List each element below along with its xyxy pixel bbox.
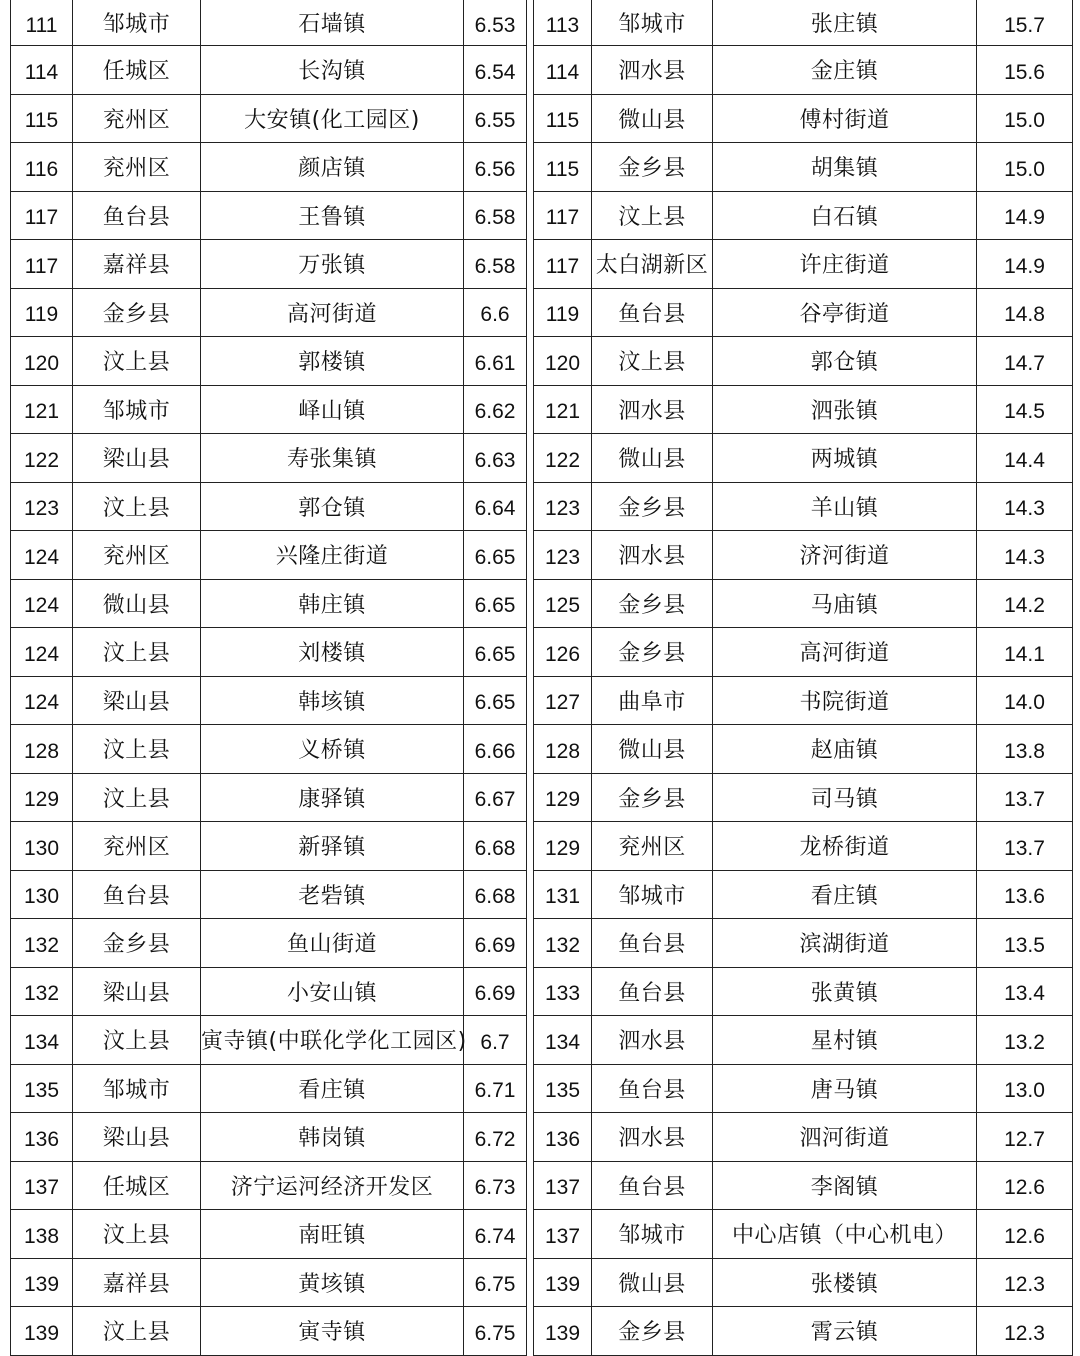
value-cell: 14.7 [977,337,1073,386]
value-cell: 6.75 [464,1258,527,1307]
town-cell: 韩岗镇 [201,1113,464,1162]
rank-cell: 122 [11,434,73,483]
county-cell: 金乡县 [73,919,201,968]
county-cell: 汶上县 [73,773,201,822]
value-cell: 12.6 [977,1210,1073,1259]
value-cell: 12.6 [977,1161,1073,1210]
county-cell: 汶上县 [73,482,201,531]
value-cell: 6.62 [464,385,527,434]
table-row [11,676,527,725]
table-row [11,1258,527,1307]
town-cell: 峄山镇 [201,385,464,434]
county-cell: 金乡县 [592,773,713,822]
town-cell: 泗张镇 [713,385,977,434]
table-row [534,337,1073,386]
table-row [534,1161,1073,1210]
county-cell: 金乡县 [592,1307,713,1356]
rank-cell: 124 [11,628,73,677]
rank-cell: 130 [11,822,73,871]
rank-cell: 134 [11,1016,73,1065]
table-row [11,1113,527,1162]
rank-cell: 126 [534,628,592,677]
town-cell: 张黄镇 [713,967,977,1016]
value-cell: 13.2 [977,1016,1073,1065]
table-row [11,628,527,677]
table-row [534,1016,1073,1065]
county-cell: 鱼台县 [592,1161,713,1210]
town-cell: 许庄街道 [713,240,977,289]
town-cell: 高河街道 [713,628,977,677]
table-row [11,1210,527,1259]
table-row [534,0,1073,46]
rank-cell: 125 [534,579,592,628]
town-cell: 傅村街道 [713,94,977,143]
county-cell: 兖州区 [592,822,713,871]
town-cell: 韩垓镇 [201,676,464,725]
county-cell: 梁山县 [73,434,201,483]
rank-cell: 138 [11,1210,73,1259]
town-cell: 唐马镇 [713,1064,977,1113]
rank-cell: 139 [11,1258,73,1307]
table-row [534,1064,1073,1113]
county-cell: 微山县 [592,725,713,774]
county-cell: 汶上县 [592,191,713,240]
table-row [534,579,1073,628]
table-row [534,822,1073,871]
right-table-body [534,0,1073,1355]
table-row [11,143,527,192]
town-cell: 羊山镇 [713,482,977,531]
value-cell: 14.1 [977,628,1073,677]
rank-cell: 124 [11,531,73,580]
table-row [534,870,1073,919]
value-cell: 6.53 [464,0,527,46]
town-cell: 霄云镇 [713,1307,977,1356]
value-cell: 6.65 [464,676,527,725]
county-cell: 汶上县 [73,337,201,386]
county-cell: 鱼台县 [592,967,713,1016]
rank-cell: 137 [11,1161,73,1210]
rank-cell: 133 [534,967,592,1016]
value-cell: 6.64 [464,482,527,531]
county-cell: 邹城市 [73,1064,201,1113]
county-cell: 邹城市 [592,0,713,46]
left-table-body [11,0,527,1355]
county-cell: 金乡县 [592,628,713,677]
table-row [534,288,1073,337]
rank-cell: 113 [534,0,592,46]
town-cell: 星村镇 [713,1016,977,1065]
rank-cell: 115 [534,94,592,143]
table-row [534,1113,1073,1162]
rank-cell: 116 [11,143,73,192]
rank-cell: 132 [11,967,73,1016]
county-cell: 梁山县 [73,967,201,1016]
value-cell: 6.58 [464,240,527,289]
rank-cell: 117 [534,240,592,289]
value-cell: 6.75 [464,1307,527,1356]
value-cell: 6.66 [464,725,527,774]
county-cell: 兖州区 [73,143,201,192]
county-cell: 泗水县 [592,1113,713,1162]
county-cell: 汶上县 [73,1016,201,1065]
rank-cell: 131 [534,870,592,919]
county-cell: 汶上县 [73,1210,201,1259]
town-cell: 黄垓镇 [201,1258,464,1307]
county-cell: 曲阜市 [592,676,713,725]
town-cell: 济宁运河经济开发区 [201,1161,464,1210]
rank-cell: 132 [534,919,592,968]
table-row [11,725,527,774]
town-cell: 万张镇 [201,240,464,289]
town-cell: 石墙镇 [201,0,464,46]
table-row [11,531,527,580]
town-cell: 赵庙镇 [713,725,977,774]
rank-cell: 128 [11,725,73,774]
rank-cell: 111 [11,0,73,46]
value-cell: 15.6 [977,46,1073,95]
rank-cell: 122 [534,434,592,483]
table-row [11,773,527,822]
value-cell: 6.55 [464,94,527,143]
value-cell: 14.0 [977,676,1073,725]
value-cell: 6.6 [464,288,527,337]
value-cell: 6.69 [464,919,527,968]
value-cell: 15.7 [977,0,1073,46]
rank-cell: 137 [534,1161,592,1210]
county-cell: 金乡县 [592,143,713,192]
rank-cell: 129 [534,822,592,871]
rank-cell: 115 [11,94,73,143]
rank-cell: 132 [11,919,73,968]
town-cell: 郭楼镇 [201,337,464,386]
town-cell: 颜店镇 [201,143,464,192]
table-row [534,1307,1073,1356]
table-row [11,1161,527,1210]
county-cell: 泗水县 [592,385,713,434]
rank-cell: 129 [534,773,592,822]
value-cell: 14.9 [977,240,1073,289]
county-cell: 汶上县 [592,337,713,386]
town-cell: 谷亭街道 [713,288,977,337]
table-row [11,94,527,143]
value-cell: 14.5 [977,385,1073,434]
town-cell: 郭仓镇 [713,337,977,386]
rank-cell: 139 [11,1307,73,1356]
table-row [11,1064,527,1113]
table-row [534,385,1073,434]
table-row [11,822,527,871]
county-cell: 金乡县 [73,288,201,337]
rank-cell: 137 [534,1210,592,1259]
table-row [11,919,527,968]
value-cell: 6.58 [464,191,527,240]
value-cell: 6.63 [464,434,527,483]
town-cell: 张楼镇 [713,1258,977,1307]
value-cell: 6.68 [464,822,527,871]
town-cell: 胡集镇 [713,143,977,192]
value-cell: 14.3 [977,531,1073,580]
county-cell: 泗水县 [592,531,713,580]
value-cell: 13.7 [977,773,1073,822]
table-row [11,46,527,95]
rank-cell: 117 [11,240,73,289]
county-cell: 微山县 [592,1258,713,1307]
rank-cell: 119 [11,288,73,337]
rank-cell: 120 [534,337,592,386]
town-cell: 看庄镇 [201,1064,464,1113]
table-row [11,434,527,483]
table-row [11,240,527,289]
value-cell: 6.74 [464,1210,527,1259]
table-row [534,240,1073,289]
county-cell: 汶上县 [73,725,201,774]
county-cell: 任城区 [73,1161,201,1210]
county-cell: 太白湖新区 [592,240,713,289]
value-cell: 6.7 [464,1016,527,1065]
rank-cell: 136 [11,1113,73,1162]
county-cell: 邹城市 [73,385,201,434]
rank-cell: 124 [11,579,73,628]
value-cell: 6.67 [464,773,527,822]
county-cell: 邹城市 [592,1210,713,1259]
county-cell: 任城区 [73,46,201,95]
table-row [534,628,1073,677]
value-cell: 6.72 [464,1113,527,1162]
county-cell: 泗水县 [592,1016,713,1065]
table-row [534,725,1073,774]
value-cell: 12.7 [977,1113,1073,1162]
table-row [11,967,527,1016]
rank-cell: 120 [11,337,73,386]
value-cell: 13.0 [977,1064,1073,1113]
town-cell: 李阁镇 [713,1161,977,1210]
town-cell: 刘楼镇 [201,628,464,677]
table-row [534,46,1073,95]
town-cell: 寅寺镇(中联化学化工园区) [201,1016,464,1065]
rank-cell: 121 [534,385,592,434]
value-cell: 12.3 [977,1258,1073,1307]
town-cell: 王鲁镇 [201,191,464,240]
town-cell: 看庄镇 [713,870,977,919]
town-cell: 新驿镇 [201,822,464,871]
town-cell: 郭仓镇 [201,482,464,531]
table-row [11,1016,527,1065]
county-cell: 梁山县 [73,676,201,725]
table-row [11,579,527,628]
town-cell: 滨湖街道 [713,919,977,968]
rank-cell: 123 [534,482,592,531]
rank-cell: 123 [11,482,73,531]
value-cell: 14.4 [977,434,1073,483]
town-cell: 南旺镇 [201,1210,464,1259]
town-cell: 张庄镇 [713,0,977,46]
rank-cell: 136 [534,1113,592,1162]
table-row [534,919,1073,968]
town-cell: 金庄镇 [713,46,977,95]
value-cell: 6.65 [464,531,527,580]
value-cell: 6.68 [464,870,527,919]
table-row [11,1307,527,1356]
rank-cell: 135 [11,1064,73,1113]
rank-cell: 114 [11,46,73,95]
rank-cell: 127 [534,676,592,725]
town-cell: 龙桥街道 [713,822,977,871]
town-cell: 长沟镇 [201,46,464,95]
rank-cell: 117 [11,191,73,240]
town-cell: 韩庄镇 [201,579,464,628]
table-row [534,143,1073,192]
county-cell: 泗水县 [592,46,713,95]
rank-cell: 134 [534,1016,592,1065]
table-row [534,773,1073,822]
value-cell: 14.9 [977,191,1073,240]
county-cell: 兖州区 [73,94,201,143]
county-cell: 兖州区 [73,531,201,580]
rank-cell: 135 [534,1064,592,1113]
town-cell: 高河街道 [201,288,464,337]
table-row [11,482,527,531]
rank-cell: 121 [11,385,73,434]
rank-cell: 114 [534,46,592,95]
value-cell: 6.61 [464,337,527,386]
town-cell: 小安山镇 [201,967,464,1016]
town-cell: 寅寺镇 [201,1307,464,1356]
table-row [534,676,1073,725]
table-row [11,0,527,46]
value-cell: 13.6 [977,870,1073,919]
county-cell: 汶上县 [73,1307,201,1356]
town-cell: 寿张集镇 [201,434,464,483]
left-ranking-table [10,0,527,1356]
town-cell: 康驿镇 [201,773,464,822]
table-row [11,288,527,337]
rank-cell: 124 [11,676,73,725]
town-cell: 义桥镇 [201,725,464,774]
town-cell: 两城镇 [713,434,977,483]
county-cell: 微山县 [592,434,713,483]
county-cell: 微山县 [73,579,201,628]
value-cell: 14.8 [977,288,1073,337]
table-row [534,531,1073,580]
county-cell: 鱼台县 [592,1064,713,1113]
table-row [534,482,1073,531]
town-cell: 中心店镇（中心机电） [713,1210,977,1259]
value-cell: 14.2 [977,579,1073,628]
town-cell: 马庙镇 [713,579,977,628]
value-cell: 13.4 [977,967,1073,1016]
county-cell: 邹城市 [73,0,201,46]
rank-cell: 139 [534,1258,592,1307]
rank-cell: 139 [534,1307,592,1356]
town-cell: 司马镇 [713,773,977,822]
county-cell: 嘉祥县 [73,1258,201,1307]
county-cell: 微山县 [592,94,713,143]
table-row [534,94,1073,143]
value-cell: 6.73 [464,1161,527,1210]
rank-cell: 119 [534,288,592,337]
value-cell: 6.56 [464,143,527,192]
town-cell: 老砦镇 [201,870,464,919]
town-cell: 书院街道 [713,676,977,725]
county-cell: 梁山县 [73,1113,201,1162]
table-row [11,385,527,434]
table-row [534,1210,1073,1259]
table-row [11,337,527,386]
rank-cell: 130 [11,870,73,919]
value-cell: 15.0 [977,94,1073,143]
rank-cell: 115 [534,143,592,192]
county-cell: 汶上县 [73,628,201,677]
town-cell: 白石镇 [713,191,977,240]
county-cell: 邹城市 [592,870,713,919]
town-cell: 鱼山街道 [201,919,464,968]
value-cell: 6.69 [464,967,527,1016]
value-cell: 6.65 [464,579,527,628]
rank-cell: 129 [11,773,73,822]
value-cell: 15.0 [977,143,1073,192]
county-cell: 兖州区 [73,822,201,871]
county-cell: 鱼台县 [73,191,201,240]
right-ranking-table [533,0,1073,1356]
county-cell: 金乡县 [592,579,713,628]
town-cell: 大安镇(化工园区) [201,94,464,143]
county-cell: 鱼台县 [592,288,713,337]
county-cell: 金乡县 [592,482,713,531]
county-cell: 嘉祥县 [73,240,201,289]
value-cell: 13.5 [977,919,1073,968]
table-row [534,434,1073,483]
county-cell: 鱼台县 [592,919,713,968]
value-cell: 13.8 [977,725,1073,774]
value-cell: 14.3 [977,482,1073,531]
table-row [534,967,1073,1016]
table-row [534,191,1073,240]
table-row [534,1258,1073,1307]
table-row [11,870,527,919]
rank-cell: 117 [534,191,592,240]
rank-cell: 128 [534,725,592,774]
town-cell: 济河街道 [713,531,977,580]
value-cell: 6.65 [464,628,527,677]
table-row [11,191,527,240]
town-cell: 兴隆庄街道 [201,531,464,580]
value-cell: 6.71 [464,1064,527,1113]
county-cell: 鱼台县 [73,870,201,919]
town-cell: 泗河街道 [713,1113,977,1162]
value-cell: 12.3 [977,1307,1073,1356]
rank-cell: 123 [534,531,592,580]
value-cell: 6.54 [464,46,527,95]
value-cell: 13.7 [977,822,1073,871]
